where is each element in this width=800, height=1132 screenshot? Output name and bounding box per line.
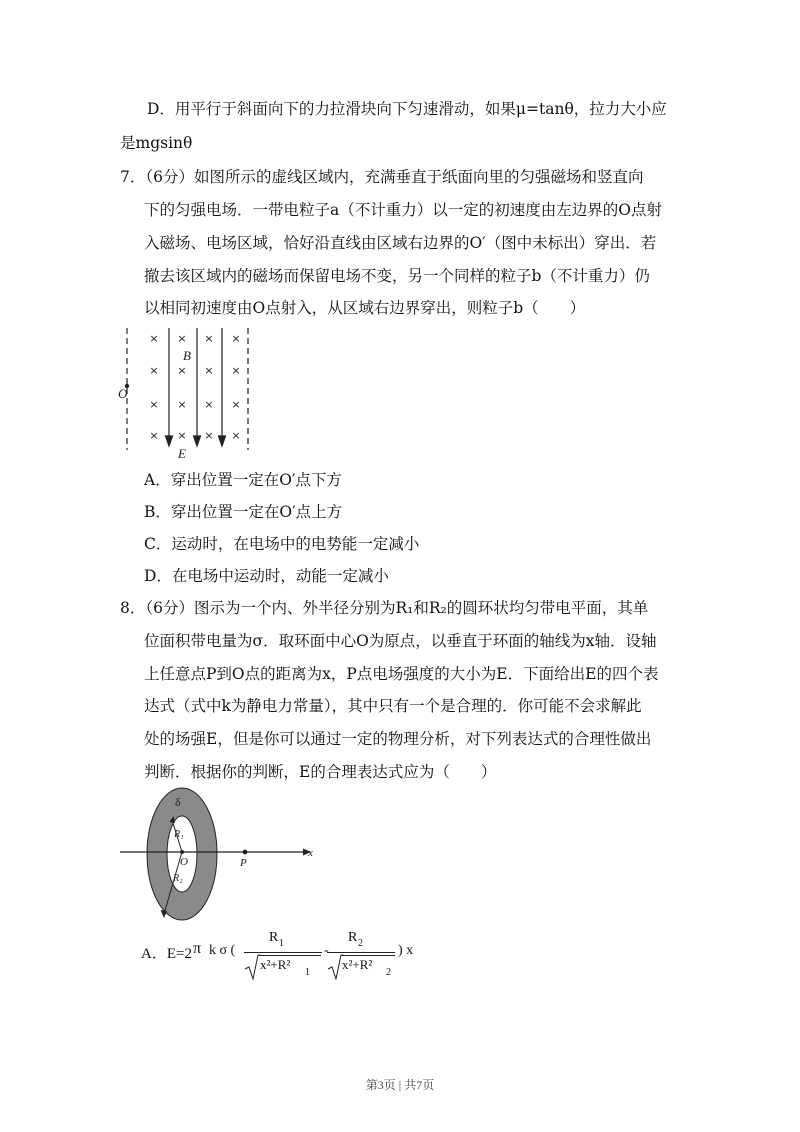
q8-stem-line4: 达式（式中k为静电力常量），其中只有一个是合理的．你可能不会求解此 [144, 697, 642, 715]
q7-stem-line5: 以相同初速度由O点射入，从区域右边界穿出，则粒子b（ ） [144, 299, 586, 317]
cross: × [204, 429, 214, 442]
q7-field-figure [118, 322, 263, 462]
q6-option-d-line1: D．用平行于斜面向下的力拉滑块向下匀速滑动，如果μ=tanθ，拉力大小应 [147, 100, 667, 118]
fraction1-bar [244, 952, 322, 953]
cross: × [149, 429, 159, 442]
q7-stem-line3: 入磁场、电场区域，恰好沿直线由区域右边界的O′（图中未标出）穿出．若 [144, 234, 657, 252]
formula-k-sigma: k σ ( [209, 943, 236, 958]
cross: × [231, 429, 241, 442]
sqrt2-sign [327, 954, 343, 980]
q8-stem-line5: 处的场强E，但是你可以通过一定的物理分析，对下列表达式的合理性做出 [144, 730, 652, 748]
label-x: x [308, 847, 313, 859]
q7-stem-line1: 7．（6分）如图所示的虚线区域内，充满垂直于纸面向里的匀强磁场和竖直向 [120, 168, 644, 186]
q8-annulus-figure [118, 782, 323, 922]
label-e: E [178, 446, 186, 461]
field-arrow-3 [219, 436, 226, 446]
cross: × [149, 398, 159, 411]
q7-option-b: B．穿出位置一定在O′点上方 [144, 503, 343, 521]
q7-option-a: A．穿出位置一定在O′点下方 [144, 471, 342, 489]
cross: × [231, 332, 241, 345]
cross: × [149, 332, 159, 345]
fraction1-numerator-sub: 1 [279, 938, 284, 949]
cross: × [177, 429, 187, 442]
q7-option-c: C．运动时，在电场中的电势能一定减小 [144, 535, 420, 553]
label-r2: R₂ [173, 873, 183, 884]
page-footer: 第3页 | 共7页 [365, 1078, 435, 1092]
sqrt1-bar [259, 955, 321, 956]
magnetic-field-crosses [149, 332, 240, 442]
fraction2-numerator: R [348, 930, 358, 945]
origin-dot [180, 850, 184, 854]
q7-option-d: D．在电场中运动时，动能一定减小 [144, 567, 389, 585]
cross: × [231, 398, 241, 411]
label-r1: R₁ [174, 829, 184, 840]
formula-pi: π [193, 940, 202, 957]
formula-minus: - [324, 943, 329, 958]
field-arrow-1 [166, 436, 173, 446]
cross: × [177, 364, 187, 377]
q7-stem-line4: 撤去该区域内的磁场而保留电场不变，另一个同样的粒子b（不计重力）仍 [144, 267, 650, 285]
cross: × [177, 398, 187, 411]
sqrt1-sign [244, 954, 260, 980]
fraction2-bar [327, 952, 395, 953]
q8-stem-line1: 8．（6分）图示为一个内、外半径分别为R₁和R₂的圆环状均匀带电平面，其单 [120, 599, 649, 617]
q8-stem-line3: 上任意点P到O点的距离为x，P点电场强度的大小为E．下面给出E的四个表 [144, 665, 659, 683]
field-arrow-2 [194, 436, 201, 446]
fraction2-denominator: x²+R² [342, 957, 373, 972]
fraction2-denominator-sub: 2 [386, 967, 391, 978]
cross: × [204, 398, 214, 411]
q8-option-a-formula [141, 930, 441, 990]
fraction1-numerator: R [269, 930, 279, 945]
label-sigma: δ [175, 795, 181, 809]
fraction1-denominator-sub: 1 [305, 967, 310, 978]
q7-stem-line2: 下的匀强电场．一带电粒子a（不计重力）以一定的初速度由左边界的O点射 [144, 201, 662, 219]
cross: × [149, 364, 159, 377]
label-o: O [118, 386, 128, 401]
label-o: O [180, 856, 188, 868]
cross: × [231, 364, 241, 377]
fraction2-numerator-sub: 2 [358, 938, 363, 949]
label-b: B [183, 348, 191, 363]
formula-tail: ) x [398, 943, 414, 958]
q6-option-d-line2: 是mgsinθ [120, 134, 193, 152]
radius-r2-arrow [161, 910, 168, 918]
cross: × [177, 332, 187, 345]
fraction1-denominator: x²+R² [260, 957, 291, 972]
label-p: P [240, 857, 247, 869]
cross: × [204, 364, 214, 377]
formula-prefix: A．E=2 [141, 946, 192, 962]
cross: × [204, 332, 214, 345]
sqrt2-bar [342, 955, 395, 956]
point-p-dot [243, 850, 248, 855]
q8-stem-line6: 判断．根据你的判断，E的合理表达式应为（ ） [144, 763, 497, 781]
q8-stem-line2: 位面积带电量为σ．取环面中心O为原点，以垂直于环面的轴线为x轴．设轴 [144, 632, 657, 650]
